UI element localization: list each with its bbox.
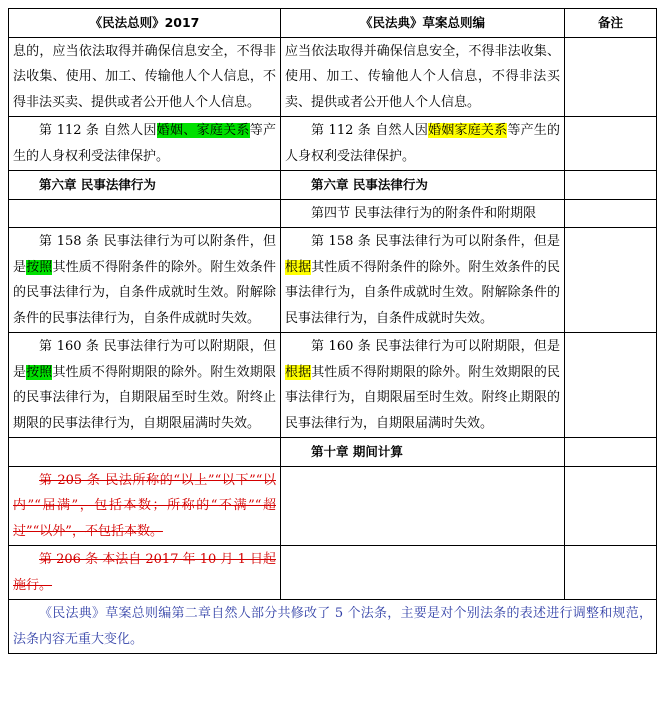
cell-draft: [281, 228, 565, 333]
table-row: [9, 117, 657, 171]
header-col-draft: 《民法典》草案总则编: [281, 9, 565, 38]
article-text: 应当依法取得并确保信息安全，不得非法收集、使用、加工、传输他人个人信息，不得非法买卖、提供或者公开他人个人信息。: [285, 43, 560, 110]
cell-2017: [9, 37, 281, 117]
cell-note: [565, 37, 657, 117]
cell-draft: [281, 333, 565, 438]
header-row: [9, 9, 657, 38]
cell-2017: [9, 117, 281, 171]
cell-note: [565, 546, 657, 600]
cell-note: [565, 228, 657, 333]
article-text: 息的，应当依法取得并确保信息安全，不得非法收集、使用、加工、传输他人个人信息，不得非法买卖、提供或者公开他人个人信息。: [13, 43, 276, 110]
cell-2017: [9, 466, 281, 546]
article-112-text: 第 112 条 自然人因婚姻、家庭关系等产生的人身权利受法律保护。: [13, 123, 276, 164]
cell-2017: [9, 438, 281, 467]
cell-note: [565, 438, 657, 467]
cell-draft: [281, 117, 565, 171]
comparison-table: [8, 8, 657, 654]
cell-note: [565, 466, 657, 546]
article-158-text: 第 158 条 民事法律行为可以附条件，但是按照其性质不得附条件的除外。附生效条件的民事法律行为，自条件成就时生效。附解除条件的民事法律行为，自条件成就时失效。: [13, 234, 276, 326]
article-160-text: 第 160 条 民事法律行为可以附期限，但是按照其性质不得附期限的除外。附生效期限的民事法律行为，自期限届至时生效。附终止期限的民事法律行为，自期限届满时失效。: [13, 339, 276, 431]
table-row: [9, 546, 657, 600]
highlight-change: 根据: [285, 364, 312, 380]
section-row: [9, 199, 657, 228]
article-158-text: 第 158 条 民事法律行为可以附条件，但是根据其性质不得附条件的除外。附生效条件的民事法律行为，自条件成就时生效。附解除条件的民事法律行为，自条件成就时失效。: [285, 234, 560, 326]
cell-2017: [9, 333, 281, 438]
chapter-row: [9, 171, 657, 200]
table-row: [9, 333, 657, 438]
cell-draft: [281, 37, 565, 117]
chapter-heading: 第六章 民事法律行为: [281, 171, 565, 200]
cell-note: [565, 199, 657, 228]
summary-cell: [9, 600, 657, 654]
cell-note: [565, 117, 657, 171]
header-col-2017: 《民法总则》2017: [9, 9, 281, 38]
table-row: [9, 37, 657, 117]
table-row: [9, 466, 657, 546]
article-112-text: 第 112 条 自然人因婚姻家庭关系等产生的人身权利受法律保护。: [285, 123, 560, 164]
cell-2017: [9, 199, 281, 228]
highlight-change: 按照: [26, 259, 53, 275]
chapter-heading: 第六章 民事法律行为: [9, 171, 281, 200]
cell-note: [565, 333, 657, 438]
deleted-article-205: 第 205 条 民法所称的“以上”“以下”“以内”“届满”，包括本数；所称的“不满”“超过”“以外”，不包括本数。: [13, 472, 276, 539]
cell-draft: [281, 546, 565, 600]
article-160-text: 第 160 条 民事法律行为可以附期限，但是根据其性质不得附期限的除外。附生效期限的民事法律行为，自期限届至时生效。附终止期限的民事法律行为，自期限届满时失效。: [285, 339, 560, 431]
cell-draft: [281, 466, 565, 546]
highlight-change: 根据: [285, 259, 312, 275]
cell-note: [565, 171, 657, 200]
cell-2017: [9, 228, 281, 333]
highlight-change: 婚姻、家庭关系: [156, 123, 250, 138]
table-row: [9, 228, 657, 333]
chapter-heading: 第十章 期间计算: [281, 438, 565, 467]
header-col-notes: 备注: [565, 9, 657, 38]
deleted-article-206: 第 206 条 本法自 2017 年 10 月 1 日起施行。: [13, 552, 276, 593]
chapter-row: [9, 438, 657, 467]
highlight-change: 婚姻家庭关系: [428, 123, 508, 138]
section-heading: 第四节 民事法律行为的附条件和附期限: [281, 199, 565, 228]
cell-2017: [9, 546, 281, 600]
document-page: [8, 8, 656, 719]
summary-note: 《民法典》草案总则编第二章自然人部分共修改了 5 个法条，主要是对个别法条的表述进行调整和规范，法条内容无重大变化。: [13, 606, 652, 647]
highlight-change: 按照: [26, 364, 53, 380]
summary-row: [9, 600, 657, 654]
